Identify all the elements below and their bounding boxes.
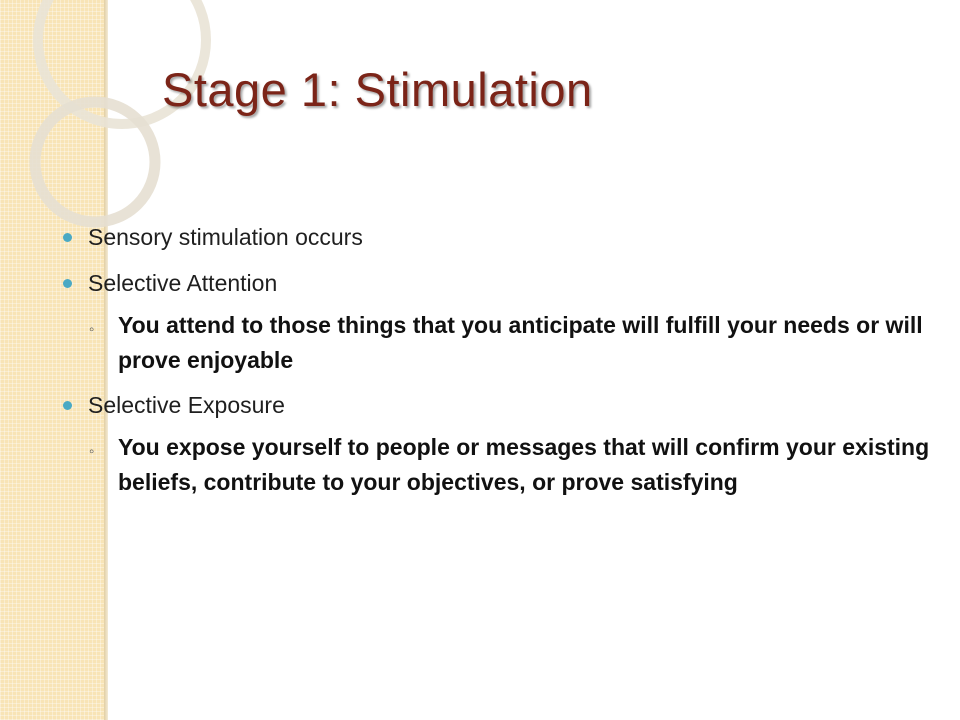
slide-title: Stage 1: Stimulation — [162, 63, 593, 116]
bullet-text: Selective Attention — [88, 270, 278, 296]
bullet-item-2 — [60, 268, 940, 298]
bullet-item-3 — [60, 390, 940, 420]
sub-bullet-text: You attend to those things that you anticipate will fulfill your needs or will prove enjoyable — [118, 312, 923, 373]
bullet-dot-icon — [63, 401, 72, 410]
sub-bullet-item-2 — [60, 308, 940, 378]
sub-bullet-text: You expose yourself to people or messages that will confirm your existing beliefs, contribute to your objectives, or prove satisfying — [118, 434, 930, 495]
bullet-text: Sensory stimulation occurs — [88, 224, 363, 250]
bullet-dot-icon — [63, 233, 72, 242]
ring-bullet-icon: ◦ — [89, 321, 95, 338]
bullet-list — [60, 222, 940, 512]
bullet-item-1 — [60, 222, 940, 252]
decorative-rings — [0, 0, 220, 260]
sub-bullet-item-3 — [60, 430, 940, 500]
ring-bullet-icon: ◦ — [89, 443, 95, 460]
bullet-dot-icon — [63, 279, 72, 288]
bullet-text: Selective Exposure — [88, 392, 285, 418]
